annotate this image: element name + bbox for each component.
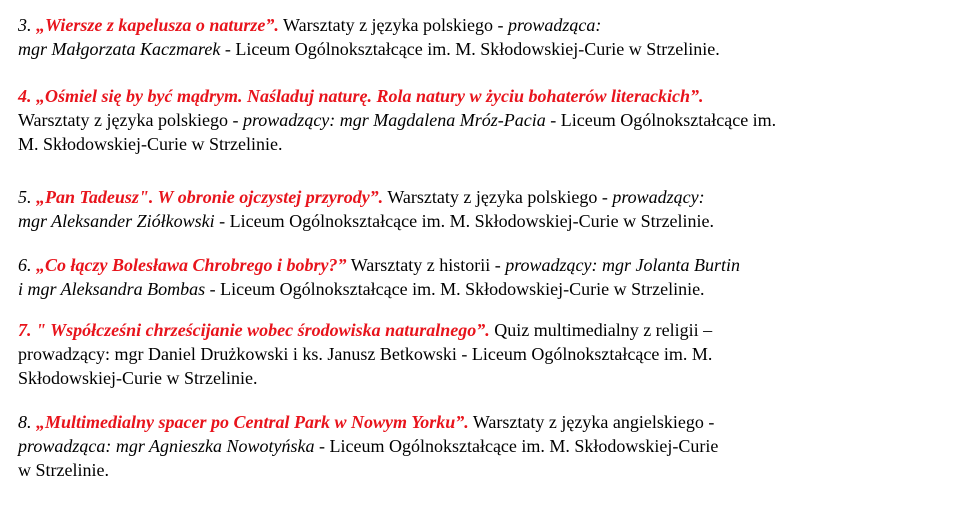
- item-line-1: [18, 13, 938, 37]
- workshop-item-5: [18, 185, 938, 233]
- workshop-leader: mgr Aleksander Ziółkowski: [18, 211, 215, 231]
- workshop-item-3: [18, 13, 938, 61]
- item-line-2: [18, 108, 938, 132]
- workshop-leader: prowadząca: mgr Agnieszka Nowotyńska: [18, 436, 315, 456]
- item-line-2: [18, 342, 938, 366]
- item-number: 6.: [18, 255, 36, 275]
- workshop-leader: prowadzący: mgr Daniel Drużkowski i ks. Janusz Betkowski - Liceum Ogólnokształcące im. M.: [18, 344, 713, 364]
- workshop-item-4: [18, 84, 938, 156]
- item-line-1: [18, 318, 938, 342]
- workshop-school: - Liceum Ogólnokształcące im.: [545, 110, 777, 130]
- item-line-1: [18, 185, 938, 209]
- workshop-role: prowadzący: mgr Jolanta Burtin: [505, 255, 741, 275]
- workshop-subject: Warsztaty z języka polskiego -: [278, 15, 509, 35]
- workshop-item-6: [18, 253, 938, 301]
- workshop-school: - Liceum Ogólnokształcące im. M. Skłodowskiej-Curie: [314, 436, 719, 456]
- item-line-2: [18, 209, 938, 233]
- item-line-2: [18, 37, 938, 61]
- workshop-subject: Warsztaty z języka polskiego -: [18, 110, 243, 130]
- item-line-3: [18, 458, 938, 482]
- item-line-3: [18, 132, 938, 156]
- workshop-title: „Multimedialny spacer po Central Park w Nowym Yorku”.: [36, 412, 469, 432]
- workshop-title: „Pan Tadeusz". W obronie ojczystej przyrody”.: [36, 187, 384, 207]
- workshop-title: „Wiersze z kapelusza o naturze”.: [36, 15, 279, 35]
- item-number: 3.: [18, 15, 36, 35]
- workshop-role: prowadząca:: [508, 15, 602, 35]
- workshop-title: 7. " Współcześni chrześcijanie wobec środowiska naturalnego”.: [18, 320, 490, 340]
- workshop-school: - Liceum Ogólnokształcące im. M. Skłodowskiej-Curie w Strzelinie.: [205, 279, 705, 299]
- item-line-3: [18, 366, 938, 390]
- item-line-1: [18, 253, 938, 277]
- workshop-leader: mgr Małgorzata Kaczmarek: [18, 39, 221, 59]
- item-number: 8.: [18, 412, 36, 432]
- workshop-title: 4. „Ośmiel się by być mądrym. Naśladuj naturę. Rola natury w życiu bohaterów literackich”.: [18, 86, 704, 106]
- workshop-school: - Liceum Ogólnokształcące im. M. Skłodowskiej-Curie w Strzelinie.: [214, 211, 715, 231]
- workshop-title: „Co łączy Bolesława Chrobrego i bobry?”: [36, 255, 347, 275]
- workshop-subject: Warsztaty z języka angielskiego -: [468, 412, 715, 432]
- item-line-1: [18, 410, 938, 434]
- item-line-2: [18, 277, 938, 301]
- item-line-2: [18, 434, 938, 458]
- workshop-school-continued: w Strzelinie.: [18, 460, 109, 480]
- workshop-item-8: [18, 410, 938, 482]
- workshop-item-7: [18, 318, 938, 390]
- item-line-1: [18, 84, 938, 108]
- workshop-school-continued: Skłodowskiej-Curie w Strzelinie.: [18, 368, 258, 388]
- workshop-subject: Warsztaty z języka polskiego -: [383, 187, 613, 207]
- workshop-subject: Warsztaty z historii -: [346, 255, 506, 275]
- workshop-leader: i mgr Aleksandra Bombas: [18, 279, 206, 299]
- item-number: 5.: [18, 187, 36, 207]
- workshop-school-continued: M. Skłodowskiej-Curie w Strzelinie.: [18, 134, 283, 154]
- workshop-leader: prowadzący: mgr Magdalena Mróz-Pacia: [242, 110, 546, 130]
- workshop-school: - Liceum Ogólnokształcące im. M. Skłodowskiej-Curie w Strzelinie.: [220, 39, 720, 59]
- workshop-role: prowadzący:: [612, 187, 705, 207]
- workshop-subject: Quiz multimedialny z religii –: [489, 320, 713, 340]
